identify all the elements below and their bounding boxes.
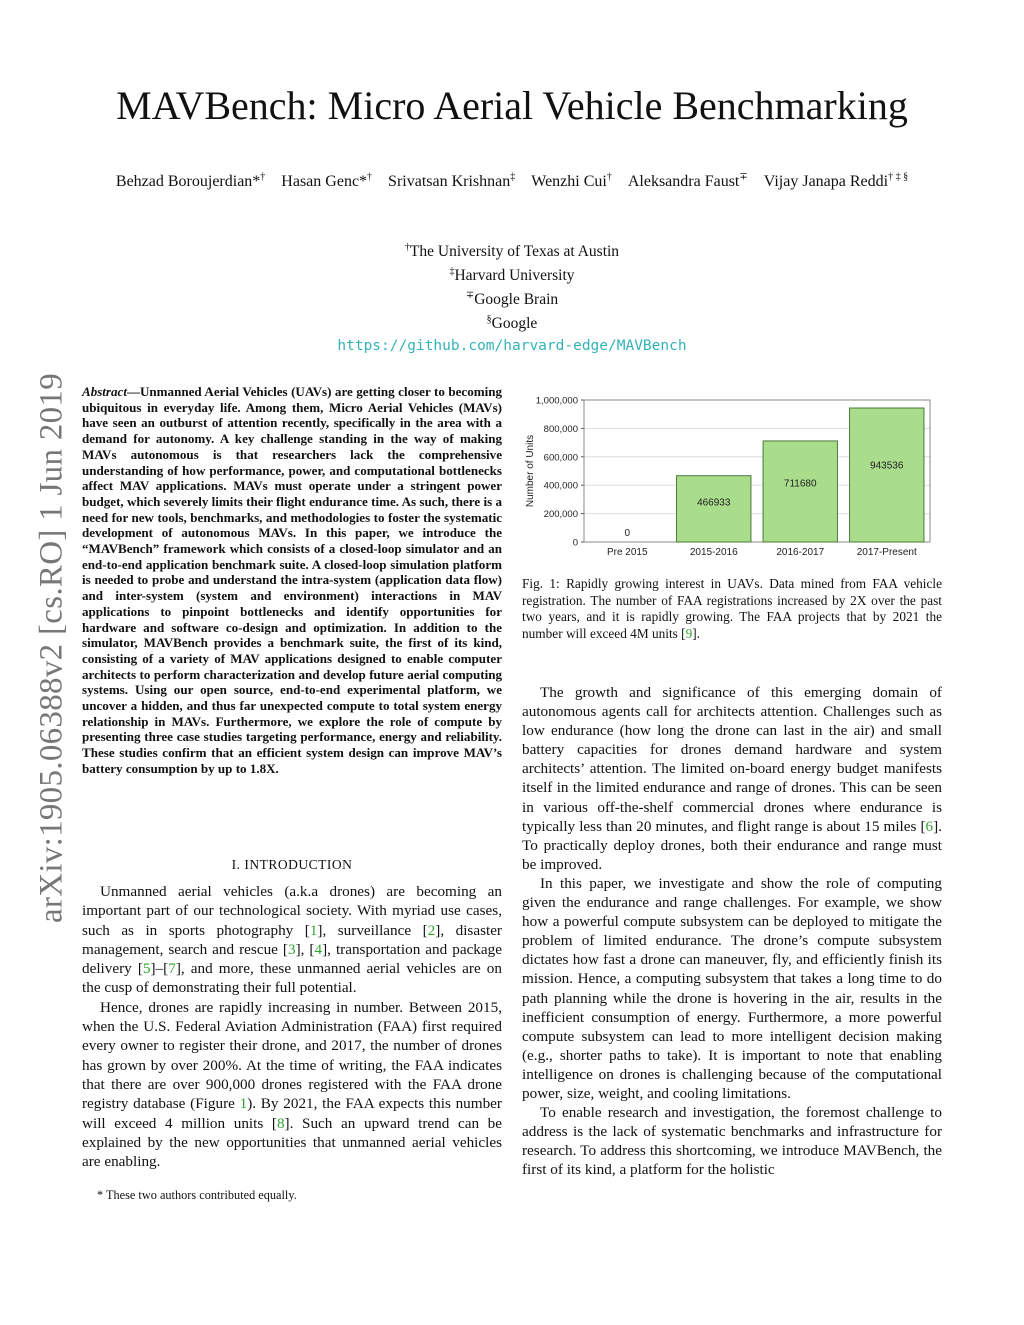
bar-value-label: 943536 xyxy=(870,460,904,472)
author-affiliation-mark: † xyxy=(606,172,612,183)
affiliation xyxy=(0,262,1024,286)
text-run: ). By 2021, the FAA expects this number will exceed 4 million units [ xyxy=(82,1095,502,1132)
bar-value-label: 0 xyxy=(624,528,631,539)
y-tick-label: 0 xyxy=(572,537,578,549)
text-run: ], surveillance [ xyxy=(317,921,428,939)
citation-link[interactable]: 2 xyxy=(427,921,436,939)
affiliation-name: Google Brain xyxy=(474,291,559,309)
footnote: * These two authors contributed equally. xyxy=(97,1188,297,1202)
text-run: ]. To practically deploy drones, both their endurance and range must be improved. xyxy=(522,817,942,873)
text-run: ], [ xyxy=(295,940,315,958)
paragraph xyxy=(82,882,502,998)
abstract xyxy=(82,384,502,777)
author-affiliation-mark: ‡ xyxy=(510,172,516,183)
affiliation-name: The University of Texas at Austin xyxy=(409,243,620,261)
author-name: Aleksandra Faust xyxy=(627,173,740,191)
y-tick-label: 600,000 xyxy=(543,452,578,464)
citation-link[interactable]: 7 xyxy=(168,960,176,978)
text-run: ], transportation and package delivery [ xyxy=(82,940,502,978)
affiliation-mark: ∓ xyxy=(465,290,475,302)
arxiv-identifier: arXiv:1905.06388v2 [cs.RO] 1 Jun 2019 xyxy=(33,372,70,924)
author-name: Vijay Janapa Reddi xyxy=(763,173,889,191)
author-affiliation-mark: ∓ xyxy=(739,172,748,183)
affiliation xyxy=(0,310,1024,334)
author xyxy=(628,173,748,190)
bar-chart xyxy=(520,390,944,565)
author-list xyxy=(0,172,1024,191)
text-run: To enable research and investigation, the foremost challenge to address is the lack of systematic benchmarks and infrastructure for research. To address this shortcoming, we introduce MAVBench, the first of its kind, a platform for the holistic xyxy=(522,1104,942,1179)
paper-title: MAVBench: Micro Aerial Vehicle Benchmarking xyxy=(116,83,908,128)
abstract-label: Abstract xyxy=(82,384,127,399)
paragraph xyxy=(522,874,942,1103)
author-affiliation-mark: † xyxy=(367,172,373,183)
affiliation-name: Harvard University xyxy=(454,267,575,285)
x-tick-label: 2016-2017 xyxy=(776,547,825,558)
text-run: ], and more, these unmanned aerial vehicles are on the cusp of demonstrating their full potential. xyxy=(82,960,502,997)
text-run: Hence, drones are rapidly increasing in number. Between 2015, when the U.S. Federal Aviation Administration (FAA) first required every owner to register their drone, and 2017, the number of drones has grown by over 200%. At the time of writing, the FAA indicates that there are over 900,000 drones registered with the FAA drone registry database (Figure xyxy=(82,998,502,1113)
affiliation xyxy=(0,238,1024,262)
y-tick-label: 800,000 xyxy=(543,423,578,435)
section-heading: I. INTRODUCTION xyxy=(231,857,353,872)
citation-link[interactable]: 8 xyxy=(276,1114,285,1132)
text-run: ]. xyxy=(692,625,701,641)
citation-link[interactable]: 3 xyxy=(287,940,296,958)
bar xyxy=(850,408,924,542)
text-run: Unmanned aerial vehicles (a.k.a drones) are becoming an important part of our technological society. With myriad use cases, such as in sports photography [ xyxy=(82,883,502,939)
abstract-text: —Unmanned Aerial Vehicles (UAVs) are getting closer to becoming ubiquitous in everyday life. Among them, Micro Aerial Vehicles (MAVs) have seen an outburst of attention recently, specifically in the area with a demand for autonomy. A key challenge standing in the way of making MAVs autonomous is that researchers lack the comprehensive understanding of how performance, power, and computational bottlenecks affect MAV applications. MAVs must operate under a stringent power budget, which severely limits their flight endurance time. As such, there is a need for new tools, benchmarks, and methodologies to foster the systematic development of autonomous MAVs. In this paper, we introduce the “MAVBench” framework which consists of a closed-loop simulator and an end-to-end application benchmark suite. A closed-loop simulation platform is needed to probe and understand the intra-system (application data flow) and inter-system (system and environment) interactions in MAV applications to pinpoint bottlenecks and identify opportunities for hardware and software co-design and optimization. In addition to the simulator, MAVBench provides a benchmark suite, the first of its kind, consisting of a variety of MAV applications designed to enable computer architects to perform characterization and develop future aerial computing systems. Using our open source, end-to-end experimental platform, we uncover a hidden, and thus far unexpected compute to total system energy relationship in MAVs. Furthermore, we explore the role of compute by presenting three case studies targeting performance, energy and reliability. These studies confirm that an efficient system design can improve MAV’s battery consumption by up to 1.8X. xyxy=(82,384,502,776)
x-tick-label: 2017-Present xyxy=(856,547,917,558)
author xyxy=(116,173,265,190)
citation-link[interactable]: 1 xyxy=(309,921,318,939)
bar-value-label: 711680 xyxy=(783,478,817,490)
y-tick-label: 1,000,000 xyxy=(535,395,578,407)
y-tick-label: 200,000 xyxy=(543,509,578,521)
author-affiliation-mark: † ‡ § xyxy=(888,172,909,183)
citation-link[interactable]: 9 xyxy=(685,625,693,641)
bar xyxy=(763,441,837,542)
author-name: Srivatsan Krishnan xyxy=(388,173,511,191)
text-run: ]. Such an upward trend can be explained by the new opportunities that unmanned aerial vehicles are enabling. xyxy=(82,1114,502,1171)
project-url[interactable]: https://github.com/harvard-edge/MAVBench xyxy=(337,338,687,354)
citation-link[interactable]: 1 xyxy=(239,1095,248,1113)
author-name: Wenzhi Cui xyxy=(531,173,607,191)
author-name: Hasan Genc* xyxy=(281,173,368,191)
citation-link[interactable]: 4 xyxy=(314,940,323,958)
paragraph xyxy=(82,998,502,1172)
right-body-text xyxy=(522,683,942,1179)
text-run: ], disaster management, search and rescue [ xyxy=(82,921,502,958)
author-name: Behzad Boroujerdian* xyxy=(115,173,261,191)
paragraph xyxy=(522,1103,942,1179)
citation-link[interactable]: 6 xyxy=(925,817,934,835)
affiliation xyxy=(0,286,1024,310)
author-affiliation-mark: † xyxy=(260,172,266,183)
author xyxy=(764,173,908,190)
affiliation-mark: ‡ xyxy=(449,266,455,278)
text-run: In this paper, we investigate and show the role of computing given the endurance and range challenges. For example, we show how a powerful compute subsystem can be deployed to mitigate the problem of limited endurance. The drone’s compute subsystem dictates how fast a drone can maneuver, fly, and efficiently finish its mission. Hence, a computing subsystem that takes a long time to do path planning while the drone is hovering in the air, results in the inefficient consumption of energy. Furthermore, a more powerful compute subsystem can lead to more intelligent decision making (e.g., shorter paths to take). It is important to note that enabling intelligence on drones is challenging because of the computational power, size, weight, and cooling limitations. xyxy=(522,874,942,1102)
text-run: Fig. 1: Rapidly growing interest in UAVs. Data mined from FAA vehicle registration. The number of FAA registrations increased by 2X over the past two years, and it is rapidly growing. The FAA projects that by 2021 the number will exceed 4M units [ xyxy=(522,576,942,641)
citation-link[interactable]: 5 xyxy=(142,960,151,978)
left-body-text xyxy=(82,882,502,1171)
x-tick-label: 2015-2016 xyxy=(689,547,738,558)
x-tick-label: Pre 2015 xyxy=(606,547,648,558)
author xyxy=(531,173,612,190)
bar xyxy=(677,476,751,542)
text-run: ]–[ xyxy=(150,960,169,978)
affiliation-list xyxy=(0,238,1024,335)
affiliation-mark: § xyxy=(486,314,492,326)
affiliation-name: Google xyxy=(491,315,538,333)
y-tick-label: 400,000 xyxy=(543,480,578,492)
paragraph xyxy=(522,683,942,874)
author xyxy=(281,173,372,190)
bar-value-label: 466933 xyxy=(697,497,731,509)
figure-caption xyxy=(522,576,942,642)
text-run: The growth and significance of this emerging domain of autonomous agents call for architects attention. Challenges such as low endurance (how long the drone can last in the air) and small battery capacities for drones demand hardware and system architects’ attention. The limited on-board energy budget manifests itself in the limited endurance and range of drones. This can be seen in various off-the-shelf commercial drones where endurance is typically less than 20 minutes, and flight range is about 15 miles [ xyxy=(522,684,942,835)
affiliation-mark: † xyxy=(404,242,410,253)
y-axis-label: Number of Units xyxy=(525,434,536,508)
author xyxy=(388,173,515,190)
